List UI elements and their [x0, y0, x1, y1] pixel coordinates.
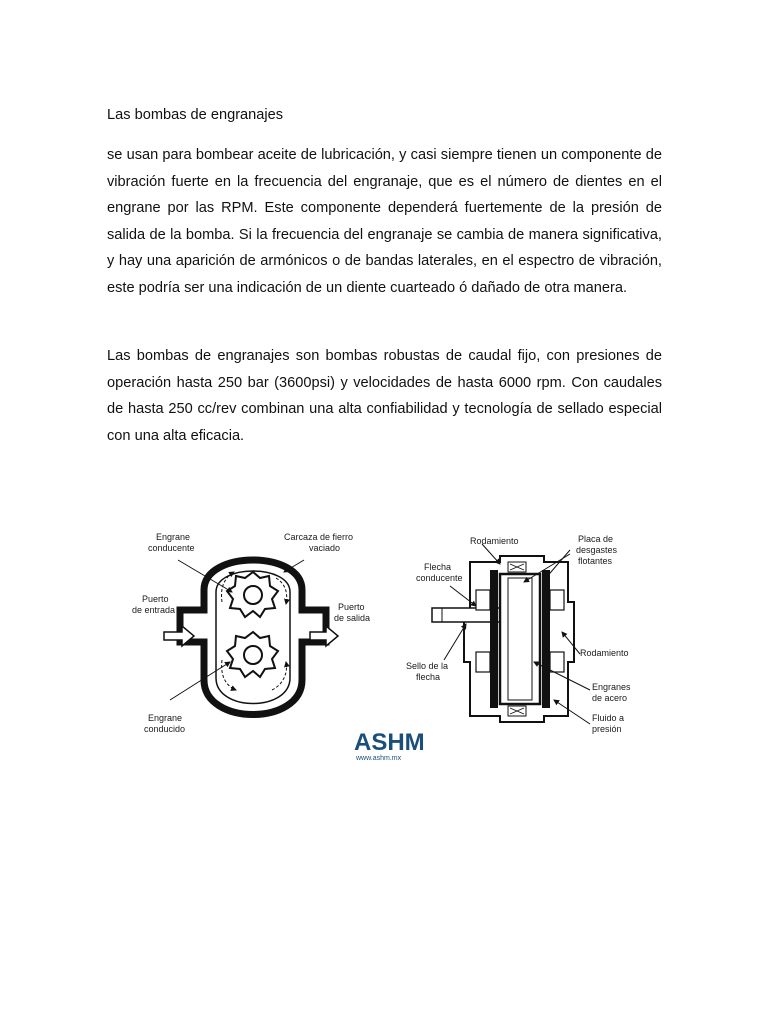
label-flecha-1: Flecha [424, 562, 452, 572]
label-engranes-1: Engranes [592, 682, 631, 692]
label-puerto-entrada-2: de entrada [132, 605, 176, 615]
svg-text:www.ashm.mx: www.ashm.mx [356, 755, 402, 762]
gear-pump-diagram [104, 520, 658, 768]
label-sello-2: flecha [416, 672, 441, 682]
label-rodamiento-top: Rodamiento [470, 536, 519, 546]
svg-text:ASHM: ASHM [354, 729, 425, 756]
label-engrane-conducido-2: conducido [144, 724, 186, 734]
document-heading: Las bombas de engranajes [107, 107, 284, 123]
label-rodamiento-right: Rodamiento [580, 648, 629, 658]
label-placa-2: desgastes [576, 545, 618, 555]
pump-cross-section-drawing [432, 544, 590, 724]
paragraph-gear-vibration: se usan para bombear aceite de lubricación, y casi siempre tienen un componente de vibración fuerte en la frecuencia del engranaje, que es el número de dientes en el engrane por las RPM. Este componente dependerá fuertemente de la presión de salida de la bomba. Si la frecuencia del engranaje se cambia de manera significativa, y hay una aparición de armónicos o de bandas laterales, en el espectro de vibración, este podría ser una indicación de un diente cuarteado ó dañado de otra manera. [107, 147, 662, 296]
label-engrane-conducido-1: Engrane [148, 713, 183, 723]
label-engrane-conducente-1: Engrane [156, 532, 191, 542]
ashm-logo [354, 729, 425, 762]
label-fluido-2: presión [592, 724, 622, 734]
paragraph-gear-pump-specs: Las bombas de engranajes son bombas robustas de caudal fijo, con presiones de operación hasta 250 bar (3600psi) y velocidades de hasta 6000 rpm. Con caudales de hasta 250 cc/rev combinan una alta confiabilidad y tecnología de sellado especial con una alta eficacia. [107, 348, 662, 444]
label-puerto-salida-2: de salida [334, 613, 371, 623]
label-engranes-2: de acero [592, 693, 628, 703]
label-puerto-salida-1: Puerto [338, 602, 365, 612]
external-gear-pump-drawing [164, 560, 338, 715]
label-flecha-2: conducente [416, 573, 463, 583]
label-carcaza-2: vaciado [309, 543, 341, 553]
label-fluido-1: Fluido a [592, 713, 625, 723]
gear-pump-figure [104, 520, 658, 768]
label-carcaza-1: Carcaza de fierro [284, 532, 354, 542]
label-puerto-entrada-1: Puerto [142, 594, 169, 604]
label-engrane-conducente-2: conducente [148, 543, 195, 553]
label-placa-1: Placa de [578, 534, 614, 544]
label-sello-1: Sello de la [406, 661, 449, 671]
label-placa-3: flotantes [578, 556, 613, 566]
